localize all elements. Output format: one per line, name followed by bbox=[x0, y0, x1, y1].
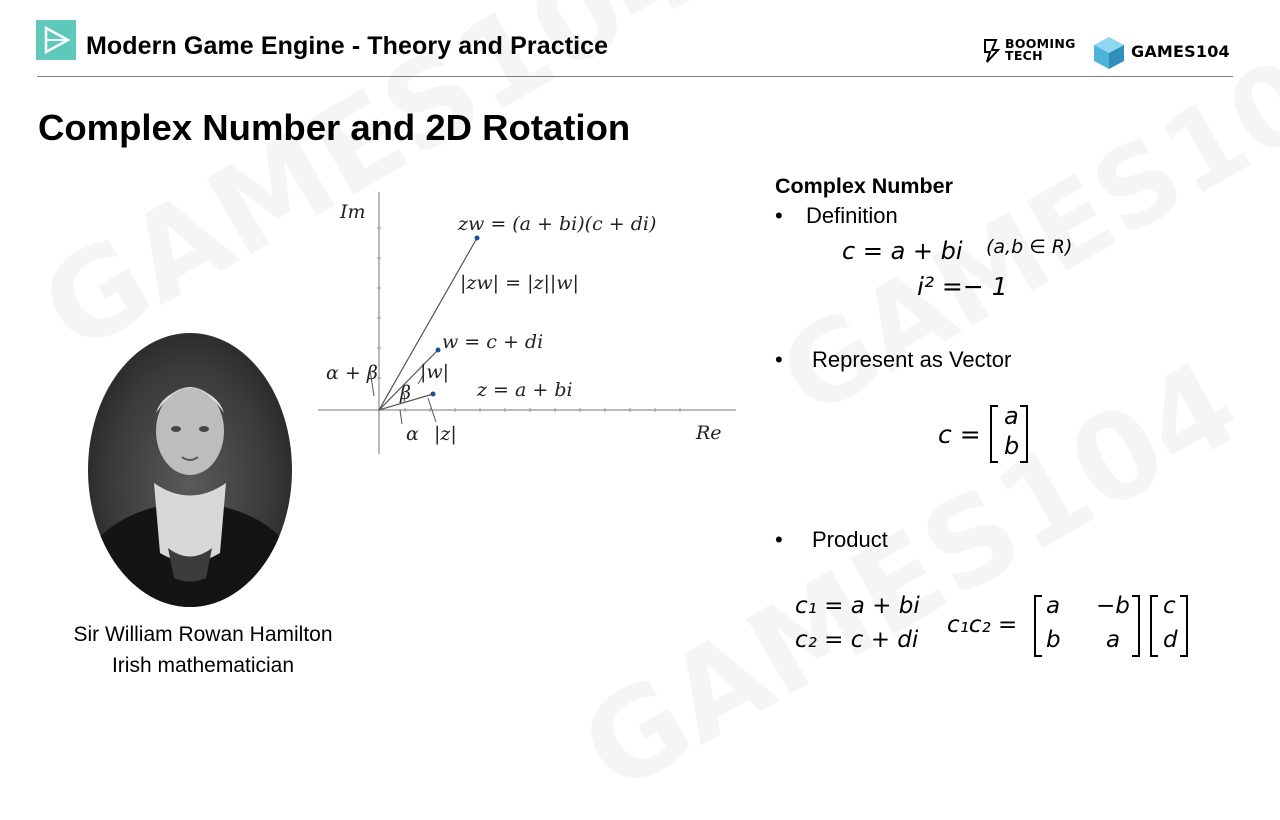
re-axis-label: Re bbox=[696, 422, 722, 444]
vector-right-bracket bbox=[1020, 405, 1028, 463]
zw-vector bbox=[379, 238, 477, 410]
booming-tech-wordmark bbox=[1005, 38, 1076, 62]
vector-a: a bbox=[1004, 402, 1019, 430]
beta-label: β bbox=[400, 382, 411, 404]
bullet-dot: • bbox=[775, 527, 783, 552]
matrix-left-bracket bbox=[1034, 595, 1042, 657]
definition-equation: c = a + bi bbox=[842, 237, 963, 265]
complex-plane-diagram bbox=[310, 188, 740, 458]
w-modulus-label: |w| bbox=[420, 361, 450, 383]
definition-condition: (a,b ∈ R) bbox=[986, 236, 1073, 258]
column-right-bracket bbox=[1180, 595, 1188, 657]
matrix-m22: a bbox=[1106, 627, 1121, 653]
i-squared-equation: i² =− 1 bbox=[917, 272, 1008, 301]
z-modulus-label: |z| bbox=[434, 423, 457, 445]
slide-title: Complex Number and 2D Rotation bbox=[38, 107, 631, 148]
vector-lhs: c = bbox=[938, 420, 981, 449]
vector-b: b bbox=[1004, 432, 1020, 460]
product-lhs: c₁c₂ = bbox=[947, 612, 1018, 638]
booming-line1: BOOMING bbox=[1005, 36, 1076, 51]
zw-label: zw = (a + bi)(c + di) bbox=[458, 213, 657, 235]
matrix-right-bracket bbox=[1132, 595, 1140, 657]
games-cube-logo bbox=[1092, 35, 1126, 76]
alpha-arc bbox=[400, 410, 402, 424]
course-logo-icon bbox=[36, 20, 76, 60]
alpha-label: α bbox=[406, 423, 419, 445]
portrait-caption-role: Irish mathematician bbox=[111, 654, 295, 677]
z-label: z = a + bi bbox=[477, 379, 573, 401]
matrix-m21: b bbox=[1046, 627, 1061, 653]
zw-point bbox=[475, 236, 480, 241]
booming-tech-logo bbox=[982, 38, 1002, 69]
matrix-m11: a bbox=[1046, 593, 1061, 619]
z-point bbox=[431, 392, 436, 397]
w-label: w = c + di bbox=[442, 331, 544, 353]
bullet-dot: • bbox=[775, 347, 783, 372]
zw-modulus-label: |zw| = |z||w| bbox=[460, 272, 579, 294]
bullet-dot: • bbox=[775, 203, 783, 228]
hamilton-portrait bbox=[88, 333, 292, 607]
vector-left-bracket bbox=[990, 405, 998, 463]
header-divider bbox=[37, 76, 1233, 77]
games104-wordmark: GAMES104 bbox=[1131, 42, 1230, 61]
complex-number-heading: Complex Number bbox=[775, 174, 954, 198]
column-c: c bbox=[1163, 593, 1176, 619]
c1-equation: c₁ = a + bi bbox=[795, 593, 920, 619]
column-left-bracket bbox=[1150, 595, 1158, 657]
column-d: d bbox=[1163, 627, 1178, 653]
product-label: Product bbox=[812, 527, 888, 552]
alpha-plus-beta-label: α + β bbox=[326, 362, 378, 384]
w-point bbox=[436, 348, 441, 353]
c2-equation: c₂ = c + di bbox=[795, 627, 919, 653]
booming-line2: TECH bbox=[1005, 48, 1043, 63]
definition-label: Definition bbox=[806, 203, 898, 228]
portrait-caption-name: Sir William Rowan Hamilton bbox=[73, 623, 333, 646]
im-axis-label: Im bbox=[340, 201, 366, 223]
matrix-m12: −b bbox=[1096, 593, 1130, 619]
vector-label: Represent as Vector bbox=[812, 347, 1012, 372]
course-title: Modern Game Engine - Theory and Practice bbox=[86, 32, 609, 60]
